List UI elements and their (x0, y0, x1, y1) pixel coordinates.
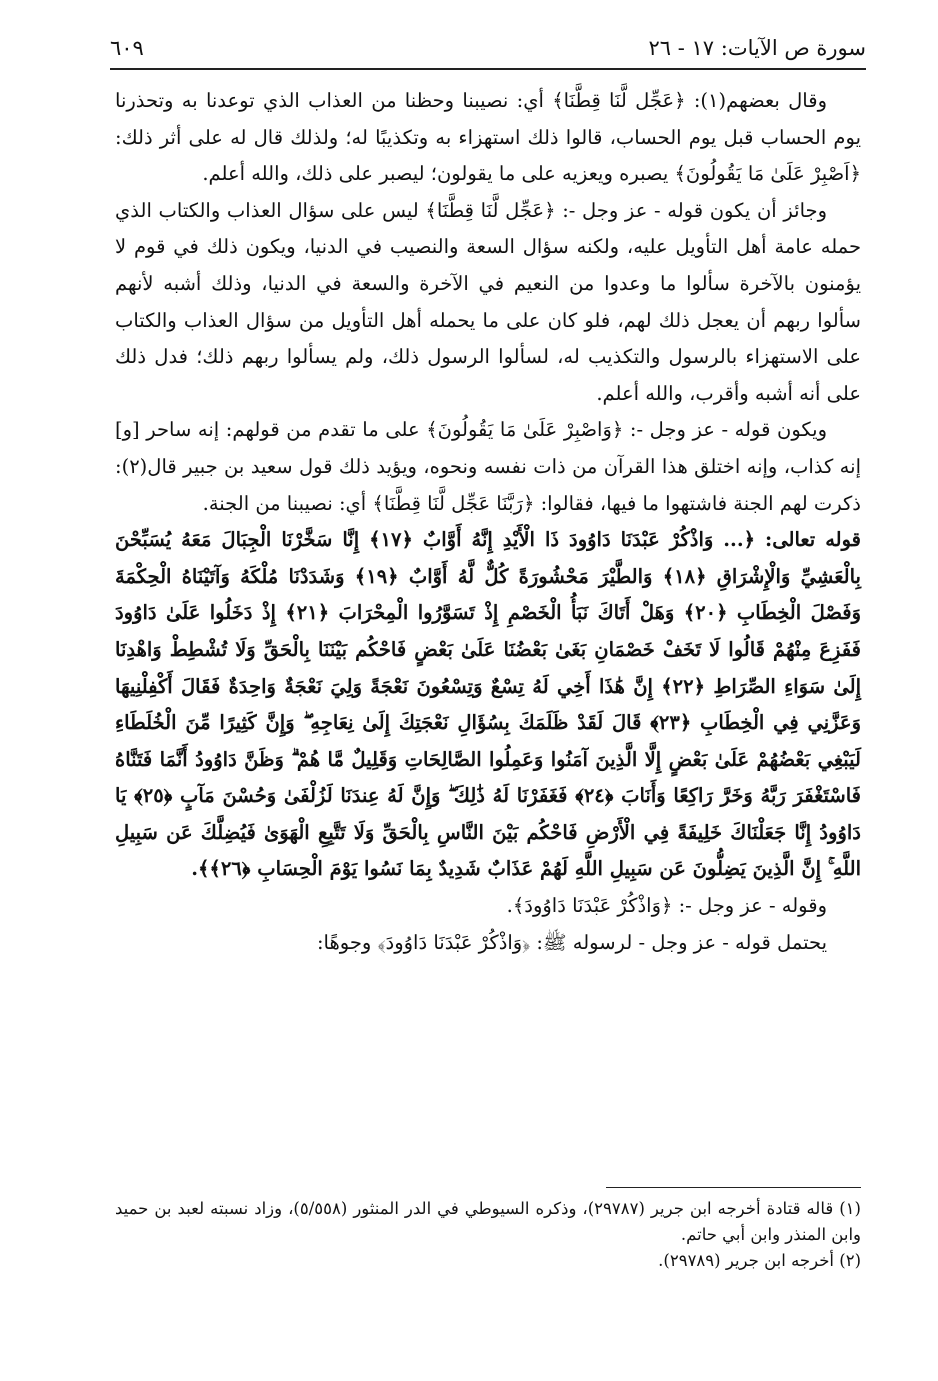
paragraph: وقال بعضهم(١): ﴿عَجِّل لَّنَا قِطَّنَا﴾ أي: نصيبنا وحظنا من العذاب الذي توعدنا به وتحذرنا يوم الحساب قبل يوم الحساب، قالوا ذلك استهزاء به وتكذيبًا له؛ ولذلك قال له على أثر ذلك: ﴿اَصْبِرْ عَلَىٰ مَا يَقُولُونَ﴾ يصبره ويعزيه على ما يقولون؛ ليصبر على ذلك، والله أعلم. (115, 89, 861, 186)
running-header (110, 28, 866, 68)
footnotes (115, 1196, 861, 1274)
verse-text: ﴿... وَاذْكُرْ عَبْدَنَا دَاوُودَ ذَا الْأَيْدِ إِنَّهُ أَوَّابٌ ﴿١٧﴾ إِنَّا سَخَّرْنَا الْجِبَالَ مَعَهُ يُسَبِّحْنَ بِالْعَشِيِّ وَالْإِشْرَاقِ ﴿١٨﴾ وَالطَّيْرَ مَحْشُورَةً كُلٌّ لَّهُ أَوَّابٌ ﴿١٩﴾ وَشَدَدْنَا مُلْكَهُ وَآتَيْنَاهُ الْحِكْمَةَ وَفَصْلَ الْخِطَابِ ﴿٢٠﴾ وَهَلْ أَتَاكَ نَبَأُ الْخَصْمِ إِذْ تَسَوَّرُوا الْمِحْرَابَ ﴿٢١﴾ إِذْ دَخَلُوا عَلَىٰ دَاوُودَ فَفَزِعَ مِنْهُمْ قَالُوا لَا تَخَفْ خَصْمَانِ بَغَىٰ بَعْضُنَا عَلَىٰ بَعْضٍ فَاحْكُم بَيْنَنَا بِالْحَقِّ وَلَا تُشْطِطْ وَاهْدِنَا إِلَىٰ سَوَاءِ الصِّرَاطِ ﴿٢٢﴾ إِنَّ هَٰذَا أَخِي لَهُ تِسْعٌ وَتِسْعُونَ نَعْجَةً وَلِيَ نَعْجَةٌ وَاحِدَةٌ فَقَالَ أَكْفِلْنِيهَا وَعَزَّنِي فِي الْخِطَابِ ﴿٢٣﴾ قَالَ لَقَدْ ظَلَمَكَ بِسُؤَالِ نَعْجَتِكَ إِلَىٰ نِعَاجِهِ ۖ وَإِنَّ كَثِيرًا مِّنَ الْخُلَطَاءِ لَيَبْغِي بَعْضُهُمْ عَلَىٰ بَعْضٍ إِلَّا الَّذِينَ آمَنُوا وَعَمِلُوا الصَّالِحَاتِ وَقَلِيلٌ مَّا هُمْ ۗ وَظَنَّ دَاوُودُ أَنَّمَا فَتَنَّاهُ فَاسْتَغْفَرَ رَبَّهُ وَخَرَّ رَاكِعًا وَأَنَابَ ﴿٢٤﴾ فَغَفَرْنَا لَهُ ذَٰلِكَ ۖ وَإِنَّ لَهُ عِندَنَا لَزُلْفَىٰ وَحُسْنَ مَآبٍ ﴿٢٥﴾ يَا دَاوُودُ إِنَّا جَعَلْنَاكَ خَلِيفَةً فِي الْأَرْضِ فَاحْكُم بَيْنَ النَّاسِ بِالْحَقِّ وَلَا تَتَّبِعِ الْهَوَىٰ فَيُضِلَّكَ عَن سَبِيلِ اللَّهِ ۚ إِنَّ الَّذِينَ يَضِلُّونَ عَن سَبِيلِ اللَّهِ لَهُمْ عَذَابٌ شَدِيدٌ بِمَا نَسُوا يَوْمَ الْحِسَابِ ﴿٢٦﴾﴾. (115, 528, 862, 881)
footnote: (١) قاله قتادة أخرجه ابن جرير (٢٩٧٨٧)، وذكره السيوطي في الدر المنثور (٥/٥٥٨)، وزاد نسبته لعبد بن حميد وابن المنذر وابن أبي حاتم. (115, 1199, 861, 1244)
paragraph: ويكون قوله - عز وجل -: ﴿وَاصْبِرْ عَلَىٰ مَا يَقُولُونَ﴾ على ما تقدم من قولهم: إنه ساحر [و] إنه كذاب، وإنه اختلق هذا القرآن من ذات نفسه ونحوه، ويؤيد ذلك قول سعيد بن جبير قال(٢): ذكرت لهم الجنة فاشتهوا ما فيها، فقالوا: ﴿رَبَّنَا عَجِّل لَّنَا قِطَّنَا﴾ أي: نصيبنا من الجنة. (115, 418, 861, 515)
surah-title: سورة ص الآيات: ١٧ - ٢٦ (648, 36, 866, 60)
verse-block (115, 522, 861, 888)
verse-lead: قوله تعالى: (765, 528, 861, 552)
main-text (115, 83, 861, 961)
page-number: ٦٠٩ (110, 36, 144, 60)
paragraph: وجائز أن يكون قوله - عز وجل -: ﴿عَجِّل لَّنَا قِطَّنَا﴾ ليس على سؤال العذاب والكتاب الذي حمله عامة أهل التأويل عليه، ولكنه سؤال السعة والنصيب في الدنيا، ويكون ذلك في قوم لا يؤمنون بالآخرة سألوا ما وعدوا من النعيم في الآخرة والسعة في الدنيا، وذلك أشبه لأنهم سألوا ربهم أن يعجل ذلك لهم، فلو كان على ما يحمله أهل التأويل من سؤال العذاب والكتاب على الاستهزاء بالرسول والتكذيب له، لسألوا الرسول ذلك، ولم يسألوا ربهم ذلك؛ فدل ذلك على أنه أشبه وأقرب، والله أعلم. (115, 198, 861, 405)
paragraph: وقوله - عز وجل -: ﴿وَاذْكُرْ عَبْدَنَا دَاوُودَ﴾. (506, 894, 827, 918)
footnote: (٢) أخرجه ابن جرير (٢٩٧٨٩). (658, 1251, 861, 1270)
footnote-divider (606, 1187, 861, 1188)
header-divider (110, 68, 866, 70)
paragraph: يحتمل قوله - عز وجل - لرسوله ﷺ: ﴿وَاذْكُرْ عَبْدَنَا دَاوُودَ﴾ وجوهًا: (316, 930, 827, 954)
